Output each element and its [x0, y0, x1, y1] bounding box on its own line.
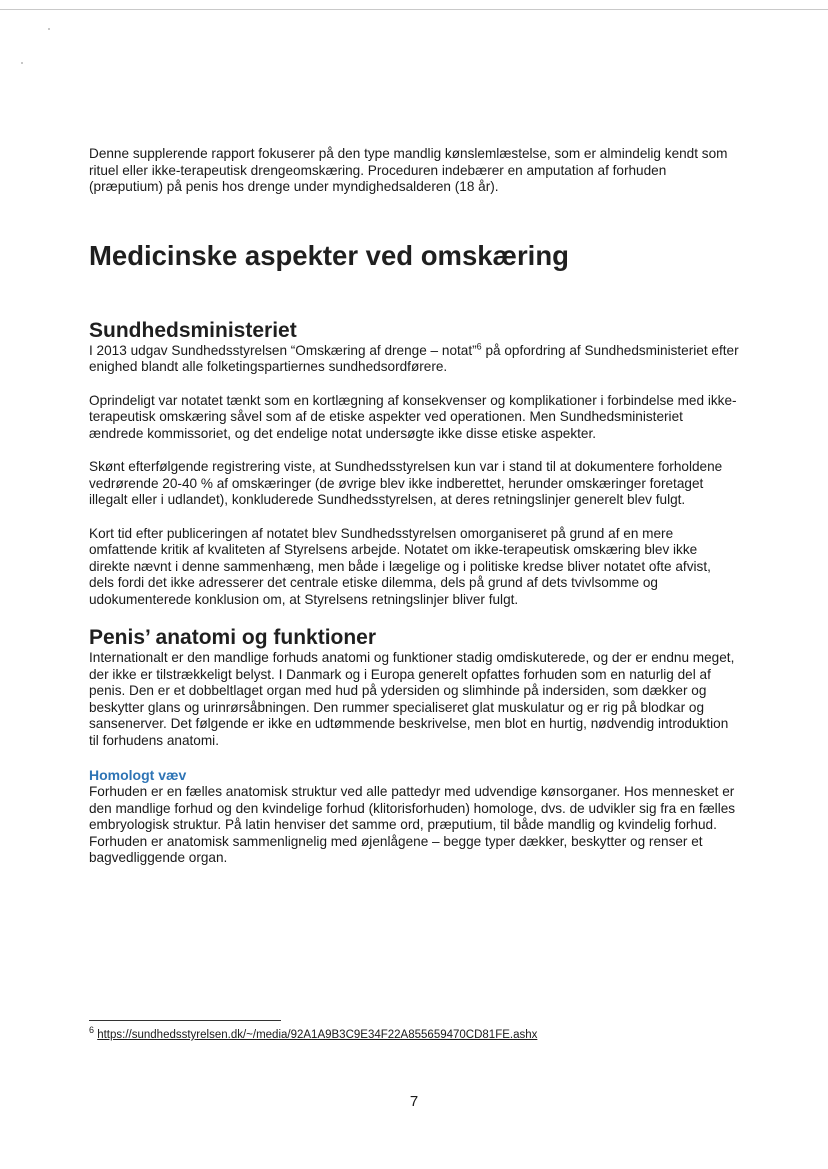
scan-speck — [48, 28, 50, 30]
footnote-number: 6 — [89, 1025, 95, 1036]
page-number: 7 — [409, 1093, 419, 1110]
paragraph: Kort tid efter publiceringen af notatet blev Sundhedsstyrelsen omorganiseret på grund af en mere omfattende kritik af kvaliteten af Styrelsens arbejde. Notatet om ikke-terapeutisk omskæring blev ikke direkte nævnt i denne sammenhæng, men både i lægelige og i politiske kredse bliver notatet ofte afvist, dels fordi det ikke adresserer det centrale etiske dilemma, dels på grund af dets tvivlsomme og udokumenterede konklusion om, at Styrelsens retningslinjer bliver fulgt. — [89, 525, 711, 607]
scan-top-edge — [0, 9, 828, 10]
footnote-reference[interactable]: 6 — [476, 340, 482, 351]
scan-speck — [21, 62, 23, 64]
page-heading: Medicinske aspekter ved omskæring — [89, 239, 569, 271]
paragraph: Skønt efterfølgende registrering viste, at Sundhedsstyrelsen kun var i stand til at dokumentere forholdene vedrørende 20-40 % af omskæringer (de øvrige blev ikke indberettet, herunder omskæringer foretaget illegalt eller i udlandet), konkluderede Sundhedsstyrelsen, at deres retningslinjer generelt blev fulgt. — [89, 459, 723, 507]
section-title: Penis’ anatomi og funktioner — [89, 626, 377, 649]
paragraph: Forhuden er en fælles anatomisk struktur ved alle pattedyr med udvendige kønsorganer. Hos mennesket er den mandlige forhud og den kvindelige forhud (klitorisforhuden) homologe, dvs. de udvikler sig fra en fælles embryologisk struktur. På latin henviser det samme ord, præputium, til både mandlig og kvindelig forhud. Forhuden er anatomisk sammenlignelig med øjenlågene – begge typer dækker, beskytter og renser et bagvedliggende organ. — [89, 784, 736, 865]
document-body — [89, 146, 739, 867]
footnote-link[interactable]: https://sundhedsstyrelsen.dk/~/media/92A1A9B3C9E34F22A855659470CD81FE.ashx — [97, 1029, 538, 1041]
paragraph — [89, 340, 739, 376]
intro-paragraph: Denne supplerende rapport fokuserer på den type mandlig kønslemlæstelse, som er almindelig kendt som rituel eller ikke-terapeutisk drengeomskæring. Proceduren indebærer en amputation af forhuden (præputium) på penis hos drenge under myndighedsalderen (18 år). — [89, 146, 728, 194]
section-homologt-vaev — [89, 766, 739, 867]
paragraph: Oprindeligt var notatet tænkt som en kortlægning af konsekvenser og komplikationer i forbindelse med ikke-terapeutisk omskæring såvel som af de etiske aspekter ved operationen. Men Sundhedsministeriet ændrede kommissoriet, og det endelige notat undersøgte ikke disse etiske aspekter. — [89, 392, 737, 441]
footnote — [89, 1025, 538, 1042]
section-sundhedsministeriet — [89, 318, 739, 609]
paragraph-text: på opfordring af Sundhedsministeriet efter enighed blandt alle folketingspartiernes sundhedsordførere. — [89, 342, 739, 374]
subsection-title: Homologt væv — [89, 767, 187, 783]
footnote-separator — [89, 1020, 281, 1021]
paragraph: Internationalt er den mandlige forhuds anatomi og funktioner stadig omdiskuterede, og der er endnu meget, der ikke er tilstrækkeligt belyst. I Danmark og i Europa generelt opfattes forhuden som en naturlig del af penis. Den er et dobbeltlaget organ med hud på ydersiden og slimhinde på indersiden, som dækker og beskytter glans og urinrørsåbningen. Den rummer specialiseret glat muskulatur og er rig på blodkar og sansenerver. Det følgende er ikke en udtømmende beskrivelse, men blot en hurtig, nødvendig introduktion til forhudens anatomi. — [89, 650, 735, 748]
paragraph-text: I 2013 udgav Sundhedsstyrelsen “Omskæring af drenge – notat” — [89, 342, 477, 358]
section-penis-anatomi — [89, 625, 739, 749]
section-title: Sundhedsministeriet — [89, 318, 297, 342]
